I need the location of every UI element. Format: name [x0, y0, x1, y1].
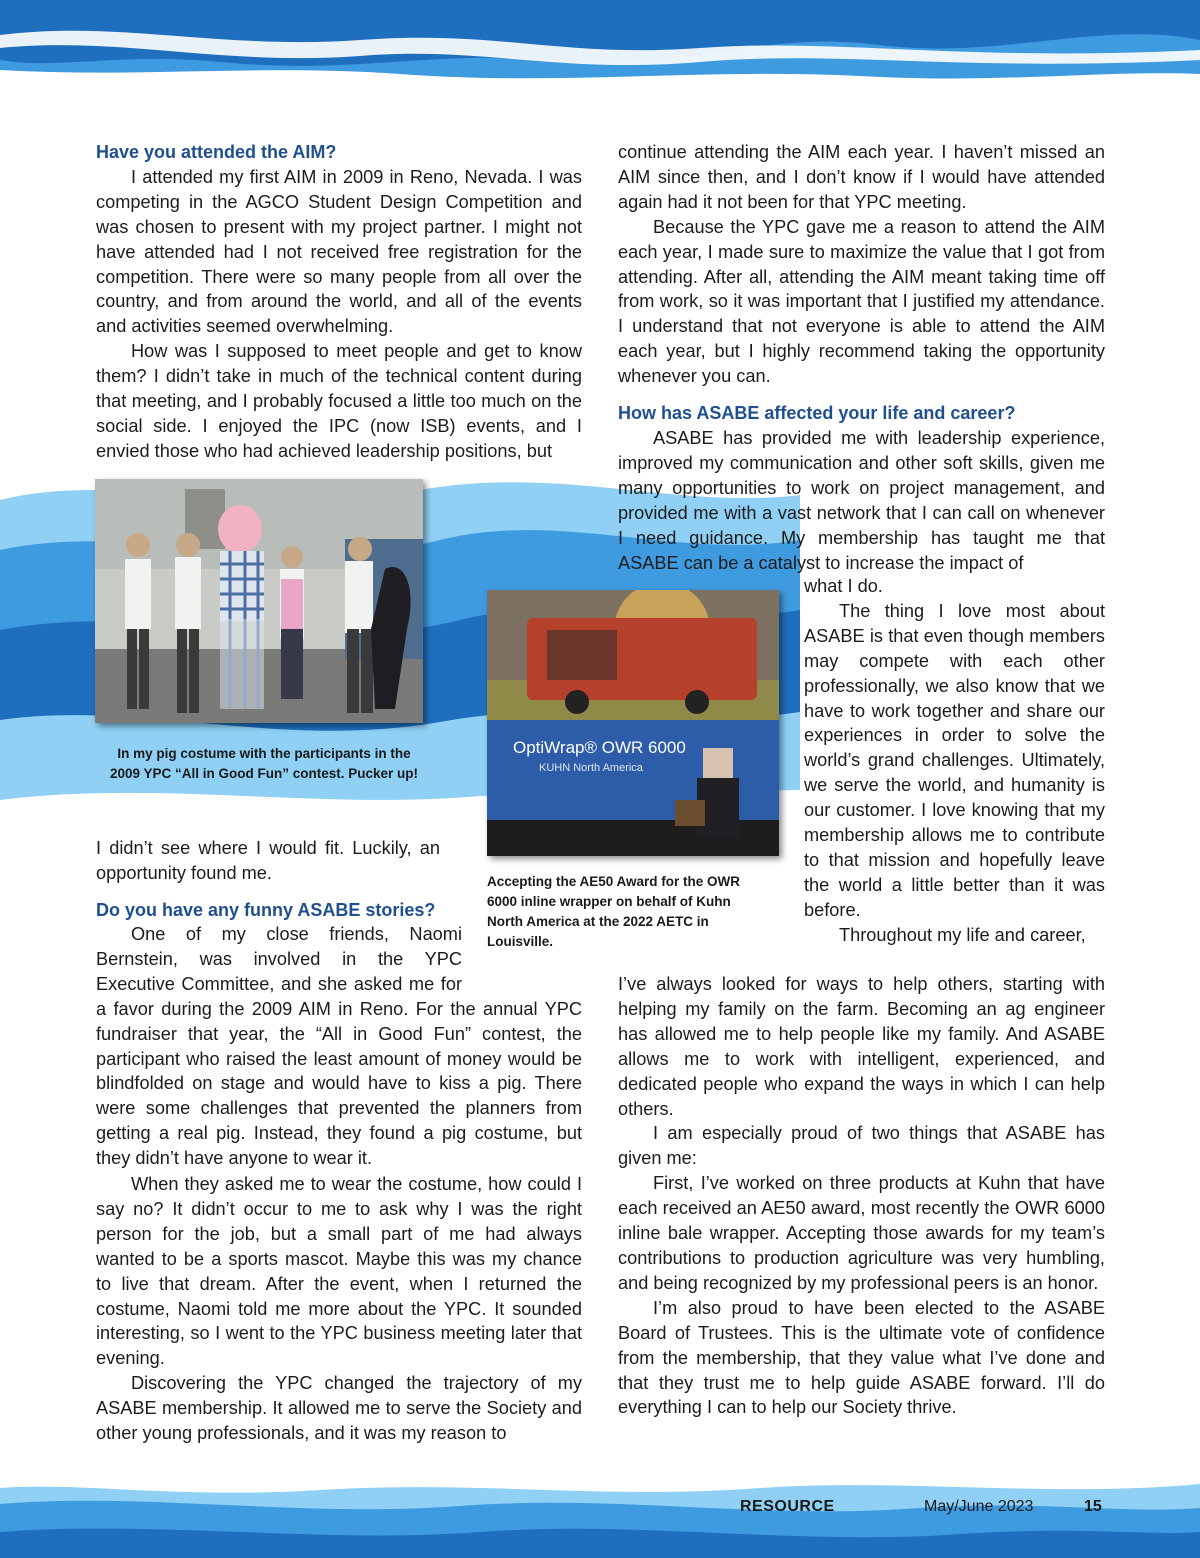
paragraph: what I do.	[804, 576, 883, 596]
heading-asabe-affected: How has ASABE affected your life and career?	[618, 403, 1016, 424]
paragraph: Throughout my life and career,	[839, 924, 1086, 945]
award-screen-subtitle: KUHN North America	[539, 762, 643, 774]
paragraph: I’ve always looked for ways to help others, starting with helping my family on the farm. Becoming an ag engineer has allowed me to help people like my family. And ASABE allows me to work with intelligent, experienced, and dedicated people who expand the ways in which I can help others.	[618, 974, 1105, 1119]
paragraph: I attended my first AIM in 2009 in Reno, Nevada. I was competing in the AGCO Student Design Competition and was chosen to present with my project partner. I might not have attended had I not received free registration for the competition. There were so many people from all over the country, and from around the world, and all of the events and activities seemed overwhelming.	[96, 166, 582, 337]
pig-costume-illustration	[95, 479, 423, 723]
photo-ae50-award	[487, 590, 779, 856]
paragraph: First, I’ve worked on three products at Kuhn that have each received an AE50 award, most recently the OWR 6000 inline bale wrapper. Accepting those awards for my team’s contributions to production agriculture was very humbling, and being recognized by my professional peers is an honor.	[618, 1173, 1105, 1293]
footer-magazine-name: RESOURCE	[740, 1498, 835, 1515]
award-illustration	[487, 590, 779, 856]
paragraph	[96, 922, 582, 1171]
photo-award-caption: Accepting the AE50 Award for the OWR 6000 inline wrapper on behalf of Kuhn North America at the 2022 AETC in Louisville.	[487, 874, 741, 949]
photo-pig-caption: In my pig costume with the participants in the 2009 YPC “All in Good Fun” contest. Pucker up!	[109, 746, 419, 781]
right-column-top	[618, 140, 1105, 575]
paragraph: Discovering the YPC changed the trajectory of my ASABE membership. It allowed me to serve the Society and other young professionals, and it was my reason to	[96, 1373, 582, 1444]
header-wave	[0, 0, 1200, 92]
paragraph: I didn’t see where I would fit. Luckily, an opportunity found me.	[96, 838, 440, 883]
footer-issue-date: May/June 2023	[924, 1498, 1034, 1515]
paragraph: ASABE has provided me with leadership experience, improved my communication and other soft skills, given me many opportunities to work on project management, and provided me with a vast network that I can call on whenever I need guidance. My membership has taught me that ASABE can be a catalyst to increase the impact of	[618, 427, 1105, 573]
photo-pig-costume	[95, 479, 423, 723]
right-column-narrow	[804, 574, 1105, 948]
award-screen-title: OptiWrap® OWR 6000	[513, 738, 686, 757]
paragraph: I’m also proud to have been elected to the ASABE Board of Trustees. This is the ultimate vote of confidence from the membership, that they value what I’ve done and that they trust me to help guide ASABE forward. I’ll do everything I can to help our Society thrive.	[618, 1297, 1105, 1418]
left-column-top	[96, 140, 582, 464]
paragraph-text: One of my close friends, Naomi Bernstein, was involved in the YPC Executive Committee, and she asked me for a favor during the 2009 AIM in Reno. For the annual YPC fundraiser that year, the “All in Good Fun” contest, the participant who raised the least amount of money would be blindfolded on stage and would have to kiss a pig. There were some challenges that prevented the planners from getting a real pig. Instead, they found a pig costume, but they didn’t have anyone to wear it.	[96, 924, 582, 1169]
right-column-bottom	[618, 972, 1105, 1420]
paragraph: When they asked me to wear the costume, how could I say no? It didn’t occur to me to ask why I was the right person for the job, but a small part of me had always wanted to be a sports mascot. Maybe this was my chance to live that dream. After the event, when I returned the costume, Naomi told me more about the YPC. It sounded interesting, so I went to the YPC business meeting later that evening.	[96, 1174, 582, 1369]
paragraph: continue attending the AIM each year. I haven’t missed an AIM since then, and I don’t know if I would have attended again had it not been for that YPC meeting.	[618, 142, 1105, 212]
left-column-bottom	[96, 922, 582, 1171]
heading-funny-stories: Do you have any funny ASABE stories?	[96, 899, 436, 920]
footer-wave	[0, 1474, 1200, 1558]
paragraph: I am especially proud of two things that ASABE has given me:	[618, 1123, 1105, 1169]
left-column-final	[96, 1172, 582, 1446]
footer-page-number: 15	[1084, 1498, 1102, 1515]
paragraph: The thing I love most about ASABE is that even though members may compete with each other professionally, we also know that we have to work together and share our experiences in order to solve the world’s grand challenges. Ultimately, we serve the world, and humanity is our customer. I love knowing that my membership allows me to contribute to that mission and hopefully leave the world a little better than it was before.	[804, 600, 1105, 920]
paragraph: How was I supposed to meet people and get to know them? I didn’t take in much of the technical content during that meeting, and I probably focused a little too much on the social side. I enjoyed the IPC (now ISB) events, and I envied those who had achieved leadership positions, but	[96, 341, 582, 461]
paragraph: Because the YPC gave me a reason to attend the AIM each year, I made sure to maximize the value that I got from attending. After all, attending the AIM meant taking time off from work, so it was important that I justified my attendance. I understand that not everyone is able to attend the AIM each year, but I highly recommend taking the opportunity whenever you can.	[618, 216, 1105, 387]
heading-attended-aim: Have you attended the AIM?	[96, 142, 337, 162]
left-column-continued	[96, 836, 440, 923]
